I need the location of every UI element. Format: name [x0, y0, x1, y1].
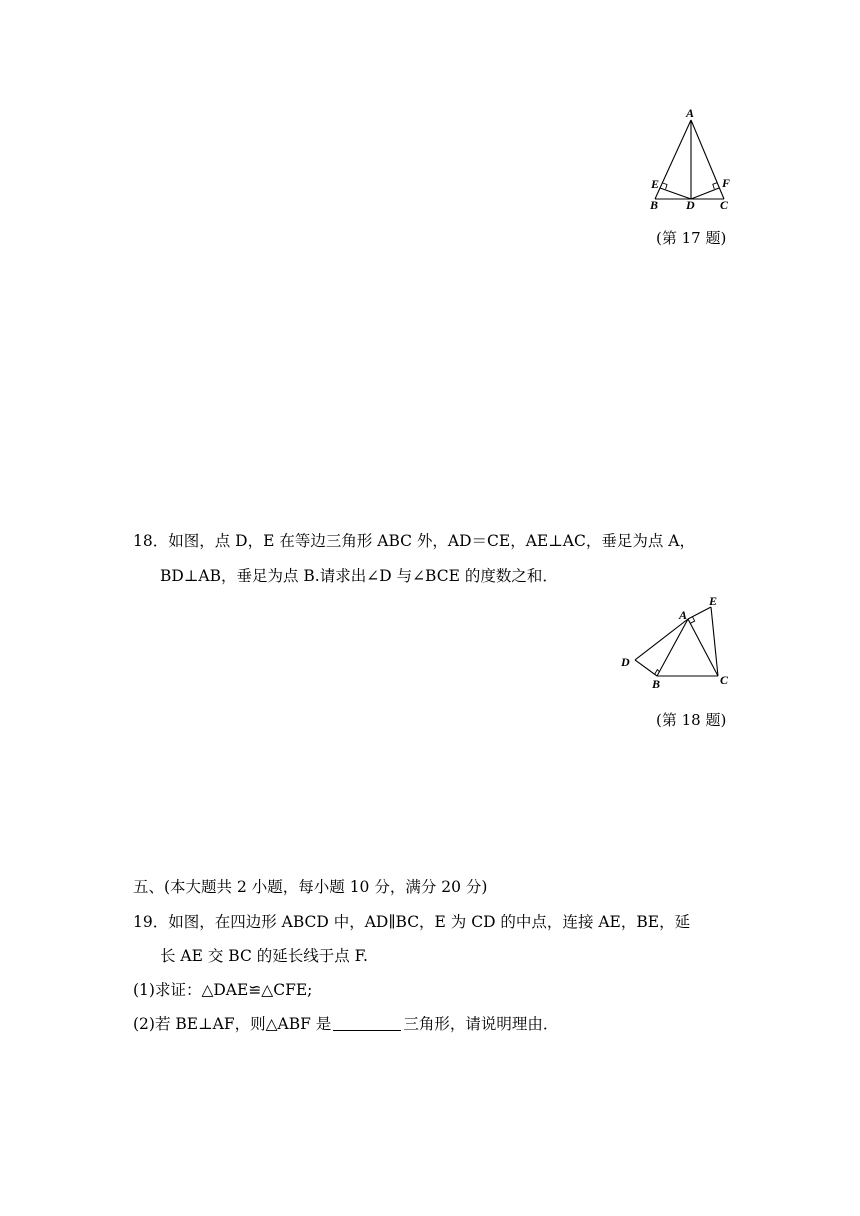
question-18-line-2: BD⊥AB，垂足为点 B.请求出∠D 与∠BCE 的度数之和．	[160, 567, 558, 585]
label-b: B	[652, 677, 661, 691]
figure-18-caption: (第 18 题)	[656, 711, 727, 729]
question-19-line-2: 长 AE 交 BC 的延长线于点 F.	[160, 947, 368, 965]
section-5-heading: 五、(本大题共 2 小题，每小题 10 分，满分 20 分)	[133, 878, 488, 896]
label-c: C	[720, 673, 729, 687]
segment-ab	[655, 120, 691, 199]
right-angle-e	[663, 183, 667, 189]
right-angle-f	[713, 183, 717, 189]
segment-ab	[657, 619, 688, 676]
segment-ad	[635, 619, 688, 660]
segment-df	[691, 188, 719, 199]
question-19-part-2-after: 三角形，请说明理由．	[403, 1015, 559, 1033]
figure-18	[612, 594, 742, 694]
question-19-line-1: 19．如图，在四边形 ABCD 中，AD∥BC，E 为 CD 的中点，连接 AE，BE，延	[133, 913, 691, 931]
segment-ac	[691, 120, 724, 199]
question-19-part-2-before: (2)若 BE⊥AF，则△ABF 是	[133, 1015, 332, 1033]
label-d: D	[686, 198, 695, 212]
label-b: B	[650, 198, 659, 212]
label-a: A	[686, 106, 695, 120]
figure-17-caption: (第 17 题)	[656, 229, 727, 247]
label-a: A	[679, 608, 688, 622]
question-18-line-1: 18．如图，点 D，E 在等边三角形 ABC 外，AD＝CE，AE⊥AC，垂足为点 A，	[133, 532, 695, 550]
label-d: D	[621, 655, 630, 669]
segment-ae	[688, 607, 711, 619]
answer-blank[interactable]	[333, 1015, 401, 1031]
figure-17	[640, 106, 740, 216]
question-19-part-1: (1)求证：△DAE≌△CFE;	[133, 981, 313, 999]
label-e: E	[651, 177, 660, 191]
label-e: E	[709, 594, 718, 608]
question-19-part-2	[133, 1014, 558, 1034]
label-f: F	[722, 176, 731, 190]
segment-bd	[635, 660, 657, 676]
label-c: C	[720, 198, 729, 212]
